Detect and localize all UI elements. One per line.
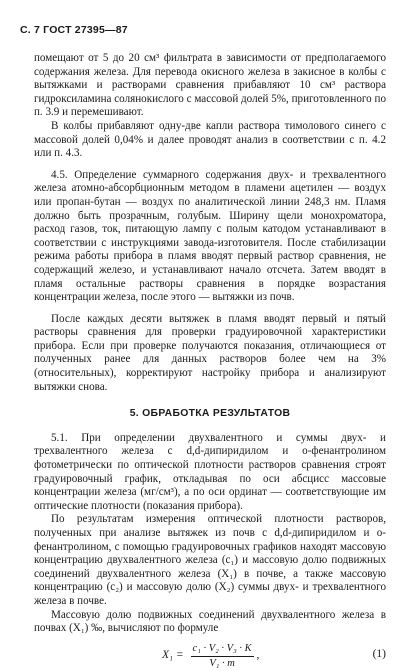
formula-trailing-comma: , [256,649,260,662]
document-body [34,52,386,671]
formula-lhs: X₁ = [162,649,184,662]
section-heading: 5. ОБРАБОТКА РЕЗУЛЬТАТОВ [129,408,291,420]
paragraph-5-1: 5.1. При определении двухвалентного и суммы двух- и трехвалентного железа с d,d-дипиридилом и о-фенантролином фотометрически по оптической плотности растворов сравнения строят градуировочный график, откладывая по оси абсцисс массовые концентрации железа (мг/см³), а по оси ординат — соответствующие им оптические плотности (показания прибора). [34,431,386,512]
formula [162,643,259,670]
paragraph-thymol-blue: В колбы прибавляют одну-две капли раствора тимолового синего с массовой долей 0,04% и далее проводят анализ в соответствии с п. 4.2 или п. 4.3. [34,119,386,160]
paragraph-formula-intro: Массовую долю подвижных соединений двухвалентного железа в почвах (X₁) ‰, вычисляют по формуле [34,608,386,635]
formula-number: (1) [372,647,386,660]
formula-block [34,641,386,671]
page-header: С. 7 ГОСТ 27395—87 [20,24,128,36]
formula-numerator: c₁ · V₂ · V₃ · K [191,643,254,657]
paragraph-4-5: 4.5. Определение суммарного содержания двух- и трехвалентного железа атомно-абсорбционным методом в пламени ацетилен — воздух или пропан-бутан — воздух по аналитической линии 248,3 нм. Пламя должно быть прозрачным, голубым. Ширину щели монохроматора, расход газов, ток, питающую лампу с полым катодом устанавливают в соответствии с инструкциями завода-изготовителя. После стабилизации режима работы прибора в пламя вводят первый раствор сравнения, не содержащий железо, и устанавливают начало отсчета. Затем вводят в пламя остальные растворы сравнения в порядке возрастания концентрации железа, после этого — вытяжки из почв. [34,168,386,304]
formula-fraction [191,643,254,670]
paragraph-calibration-check: После каждых десяти вытяжек в пламя вводят первый и пятый растворы сравнения для проверки градуировочной характеристики прибора. Если при проверке получаются показания, отличающиеся от полученных ранее для данных растворов более чем на 3% (относительных), корректируют настройку прибора и анализируют вытяжки снова. [34,312,386,393]
paragraph-continuation: помещают от 5 до 20 см³ фильтрата в зависимости от предполагаемого содержания железа. Для перевода окисного железа в закисное в колбы с вытяжками и растворами сравнения прибавляют 10 см³ раствора гидроксиламина солянокислого с массовой долей 5%, приготовленного по п. 3.9 и перемешивают. [34,52,386,119]
paragraph-results: По результатам измерения оптической плотности растворов, полученных при анализе вытяжек из почв с d,d-дипиридилом и о-фенантролином, с помощью градуировочных графиков находят массовую концентрацию двухвалентного железа (c₁) и массовую долю подвижных соединений двухвалентного железа (X₁) в почве, а также массовую концентрацию (c₂) и массовую долю (X₂) суммы двух- и трехвалентного железа в почве. [34,513,386,607]
formula-denominator: V₁ · m [209,657,235,669]
